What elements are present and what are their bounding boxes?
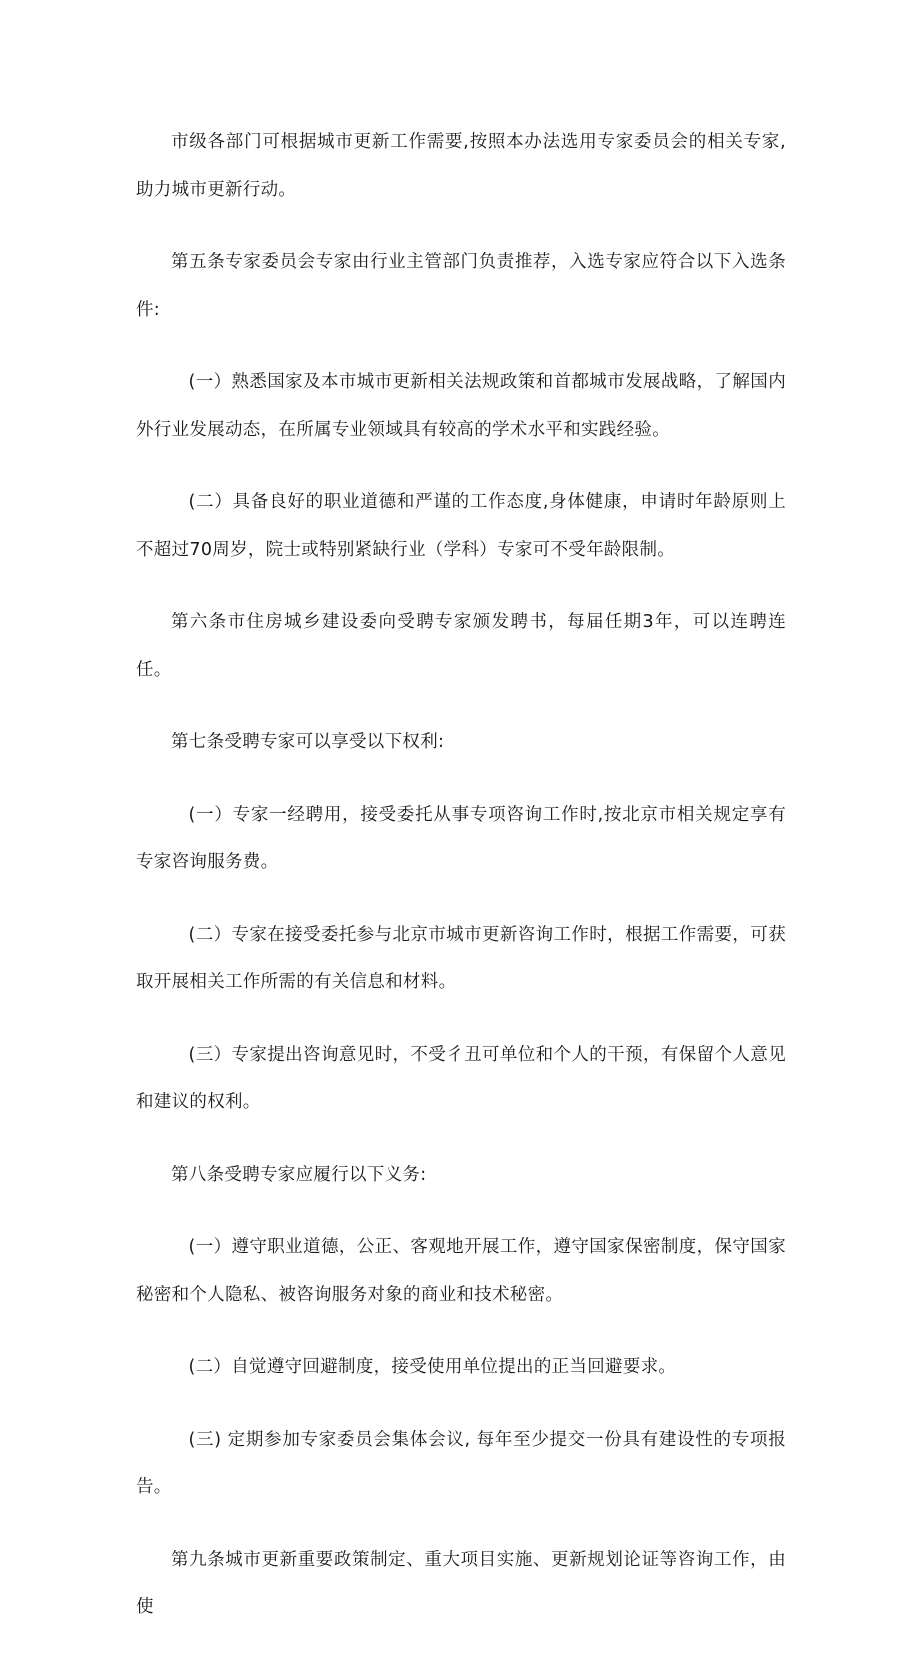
document-body: [136, 119, 786, 1657]
article-8-heading: 第八条受聘专家应履行以下义务:: [171, 1164, 427, 1185]
article-7-item-3: (三）专家提出咨询意见时，不受彳丑可单位和个人的干预，有保留个人意见和建议的权利。: [136, 1044, 786, 1112]
article-7-item-2: (二）专家在接受委托参与北京市城市更新咨询工作时，根据工作需要，可获取开展相关工作所需的有关信息和材料。: [136, 924, 786, 992]
article-7-heading: 第七条受聘专家可以享受以下权利:: [171, 732, 445, 752]
article-8-item-1: (一）遵守职业道德，公正、客观地开展工作，遵守国家保密制度，保守国家秘密和个人隐私、被咨询服务对象的商业和技术秘密。: [136, 1237, 786, 1305]
article-9-partial: 第九条城市更新重要政策制定、重大项目实施、更新规划论证等咨询工作，由使: [136, 1549, 786, 1617]
article-8-item-3: (三) 定期参加专家委员会集体会议, 每年至少提交一份具有建设性的专项报告。: [136, 1429, 786, 1497]
article-6: 第六条市住房城乡建设委向受聘专家颁发聘书，每届任期3年，可以连聘连任。: [136, 612, 786, 680]
article-5-item-1: (一）熟悉国家及本市城市更新相关法规政策和首都城市发展战略，了解国内外行业发展动态，在所属专业领域具有较高的学术水平和实践经验。: [136, 372, 786, 440]
article-5-heading: 第五条专家委员会专家由行业主管部门负责推荐，入选专家应符合以下入选条件:: [136, 252, 786, 320]
article-8-item-2: (二）自觉遵守回避制度，接受使用单位提出的正当回避要求。: [188, 1357, 677, 1377]
article-5-item-2: (二）具备良好的职业道德和严谨的工作态度,身体健康，申请时年龄原则上不超过70周岁，院士或特别紧缺行业（学科）专家可不受年龄限制。: [136, 492, 786, 560]
paragraph-expert-selection-note: 市级各部门可根据城市更新工作需要,按照本办法选用专家委员会的相关专家,助力城市更新行动。: [136, 132, 786, 200]
article-7-item-1: (一）专家一经聘用，接受委托从事专项咨询工作时,按北京市相关规定享有专家咨询服务费。: [136, 804, 786, 872]
